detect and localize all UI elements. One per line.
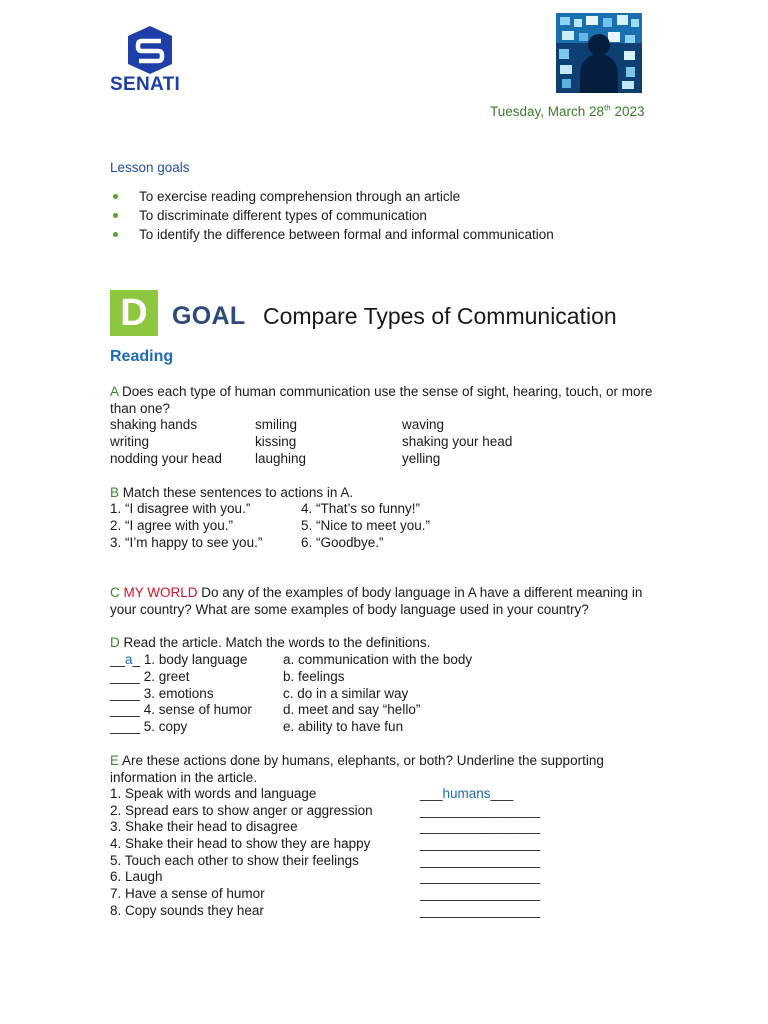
section-c-question: C MY WORLD Do any of the examples of body language in A have a different meaning in your country? What are some examples of body language used in your country?	[110, 585, 643, 617]
answer-blank: ________________	[420, 803, 541, 818]
action-item: kissing	[255, 434, 297, 449]
definition-item: d. meet and say “hello”	[283, 702, 421, 717]
lesson-date: Tuesday, March 28th 2023	[490, 103, 645, 119]
vocab-item: ____ 3. emotions	[110, 686, 214, 701]
reading-heading: Reading	[110, 348, 174, 365]
action-item: waving	[402, 417, 445, 432]
section-b-question: B Match these sentences to actions in A.	[110, 485, 354, 500]
answer-blank: ________________	[420, 853, 541, 868]
action-item: shaking hands	[110, 417, 198, 432]
action-statement: 3. Shake their head to disagree	[110, 819, 298, 834]
definition-item: c. do in a similar way	[283, 686, 409, 701]
goal-badge: D	[110, 290, 158, 336]
action-statement: 2. Spread ears to show anger or aggression	[110, 803, 373, 818]
action-item: smiling	[255, 417, 298, 432]
answer-line: ___humans___	[420, 786, 514, 801]
my-world-label: MY WORLD	[123, 585, 198, 600]
bullet-icon	[113, 232, 118, 237]
answer-blank: ________________	[420, 819, 541, 834]
sentence-item: 6. “Goodbye.”	[301, 535, 384, 550]
vocab-item: ____ 4. sense of humor	[110, 702, 252, 717]
vocab-answer: a	[125, 652, 133, 667]
action-statement: 7. Have a sense of humor	[110, 886, 265, 901]
lesson-goal-item: To exercise reading comprehension through an article	[110, 188, 460, 205]
section-d-question: D Read the article. Match the words to the definitions.	[110, 635, 431, 650]
sentence-item: 3. “I’m happy to see you.”	[110, 535, 263, 550]
lesson-goal-item: To identify the difference between formal and informal communication	[110, 226, 554, 243]
vocab-item: ____ 2. greet	[110, 669, 190, 684]
vocab-item: __a_ 1. body language	[110, 652, 248, 667]
action-item: laughing	[255, 451, 307, 466]
sentence-item: 5. “Nice to meet you.”	[301, 518, 431, 533]
action-item: yelling	[402, 451, 441, 466]
action-statement: 5. Touch each other to show their feelings	[110, 853, 359, 868]
answer-blank: ________________	[420, 903, 541, 918]
definition-item: a. communication with the body	[283, 652, 473, 667]
action-statement: 8. Copy sounds they hear	[110, 903, 264, 918]
answer-humans: humans	[442, 786, 491, 801]
action-item: writing	[110, 434, 150, 449]
sentence-item: 1. “I disagree with you.”	[110, 501, 251, 516]
action-statement: 4. Shake their head to show they are happy	[110, 836, 371, 851]
action-item: shaking your head	[402, 434, 513, 449]
goal-title: Compare Types of Communication	[263, 303, 617, 329]
vocab-item: ____ 5. copy	[110, 719, 188, 734]
answer-blank: ________________	[420, 836, 541, 851]
lesson-goals-title: Lesson goals	[110, 160, 190, 175]
bullet-icon	[113, 194, 118, 199]
answer-blank: ________________	[420, 886, 541, 901]
sentence-item: 4. “That’s so funny!”	[301, 501, 421, 516]
answer-blank: ________________	[420, 869, 541, 884]
sentence-item: 2. “I agree with you.”	[110, 518, 234, 533]
goal-label: GOAL	[172, 302, 246, 330]
technology-image	[556, 13, 642, 93]
section-a-question: A Does each type of human communication use the sense of sight, hearing, touch, or more than one?	[110, 384, 653, 416]
action-statement: 6. Laugh	[110, 869, 163, 884]
action-item: nodding your head	[110, 451, 222, 466]
action-statement: 1. Speak with words and language	[110, 786, 317, 801]
logo-text: SENATI	[110, 74, 181, 95]
bullet-icon	[113, 213, 118, 218]
lesson-goal-item: To discriminate different types of communication	[110, 207, 427, 224]
section-e-question: E Are these actions done by humans, elephants, or both? Underline the supporting information in the article.	[110, 753, 604, 785]
definition-item: b. feelings	[283, 669, 345, 684]
definition-item: e. ability to have fun	[283, 719, 404, 734]
